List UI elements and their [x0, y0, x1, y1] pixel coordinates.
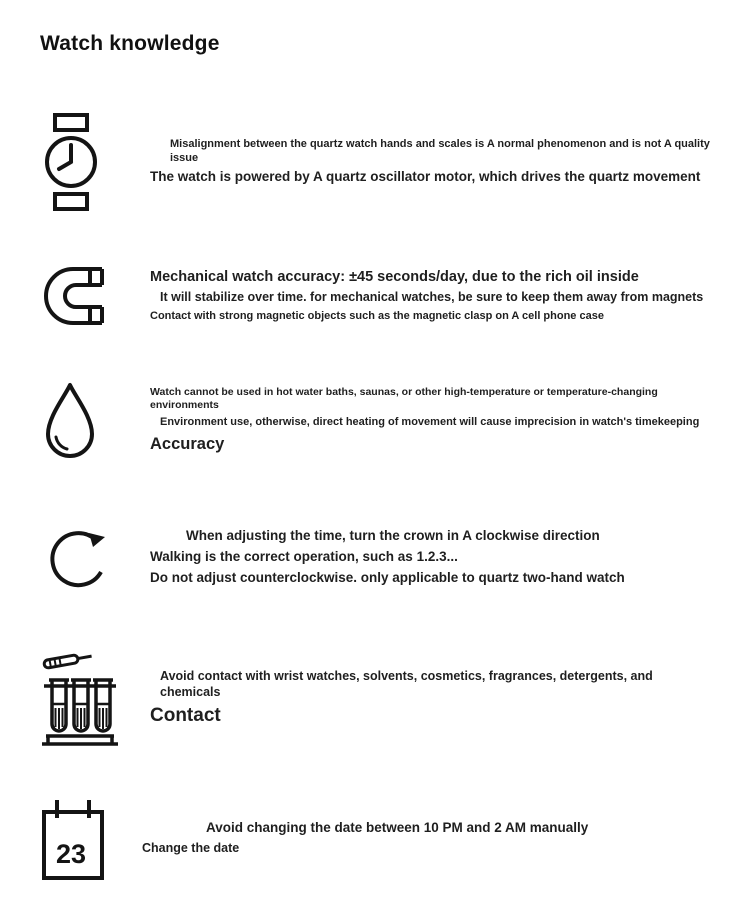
magnet-icon: [40, 265, 150, 327]
section-text: [150, 665, 712, 732]
info-line: Avoid changing the date between 10 PM and 2 AM manually: [206, 820, 589, 836]
section-time-adjustment: [40, 522, 712, 594]
info-line: When adjusting the time, turn the crown in A clockwise direction: [186, 528, 600, 544]
calendar-icon: [40, 796, 150, 882]
section-heading: Accuracy: [150, 435, 225, 454]
water-drop-icon: [40, 382, 150, 460]
info-line: Contact with strong magnetic objects such as the magnetic clasp on A cell phone case: [150, 309, 604, 322]
section-heading: Contact: [150, 705, 221, 727]
section-chemicals: [40, 648, 712, 750]
section-text: [142, 816, 712, 861]
info-line: Change the date: [142, 841, 240, 856]
info-line: Mechanical watch accuracy: ±45 seconds/day, due to the rich oil inside: [150, 269, 639, 285]
section-text: [150, 524, 712, 591]
section-text: [150, 264, 712, 328]
section-magnetism: [40, 264, 712, 328]
page-title: Watch knowledge: [40, 32, 220, 55]
wristwatch-icon: [40, 112, 150, 212]
section-text: [150, 382, 712, 459]
section-quartz-movement: [40, 112, 712, 212]
info-line: It will stabilize over time. for mechanical watches, be sure to keep them away from magnets: [160, 290, 704, 305]
section-date-change: [40, 796, 712, 882]
info-line: Environment use, otherwise, direct heating of movement will cause imprecision in watch's timekeeping: [160, 416, 700, 429]
clockwise-arrow-icon: [40, 522, 150, 594]
section-temperature: [40, 382, 712, 460]
info-line: Watch cannot be used in hot water baths, saunas, or other high-temperature or temperature-changing environments: [150, 386, 658, 412]
info-line: The watch is powered by A quartz oscillator motor, which drives the quartz movement: [150, 169, 701, 185]
info-line: Avoid contact with wrist watches, solvents, cosmetics, fragrances, detergents, and chemicals: [160, 669, 653, 699]
info-line: Walking is the correct operation, such as 1.2.3...: [150, 549, 458, 565]
info-line: Misalignment between the quartz watch hands and scales is A normal phenomenon and is not A quality issue: [170, 137, 710, 164]
test-tubes-icon: [40, 648, 150, 750]
calendar-day: 23: [55, 838, 87, 869]
section-text: [150, 134, 712, 190]
info-line: Do not adjust counterclockwise. only applicable to quartz two-hand watch: [150, 569, 625, 585]
